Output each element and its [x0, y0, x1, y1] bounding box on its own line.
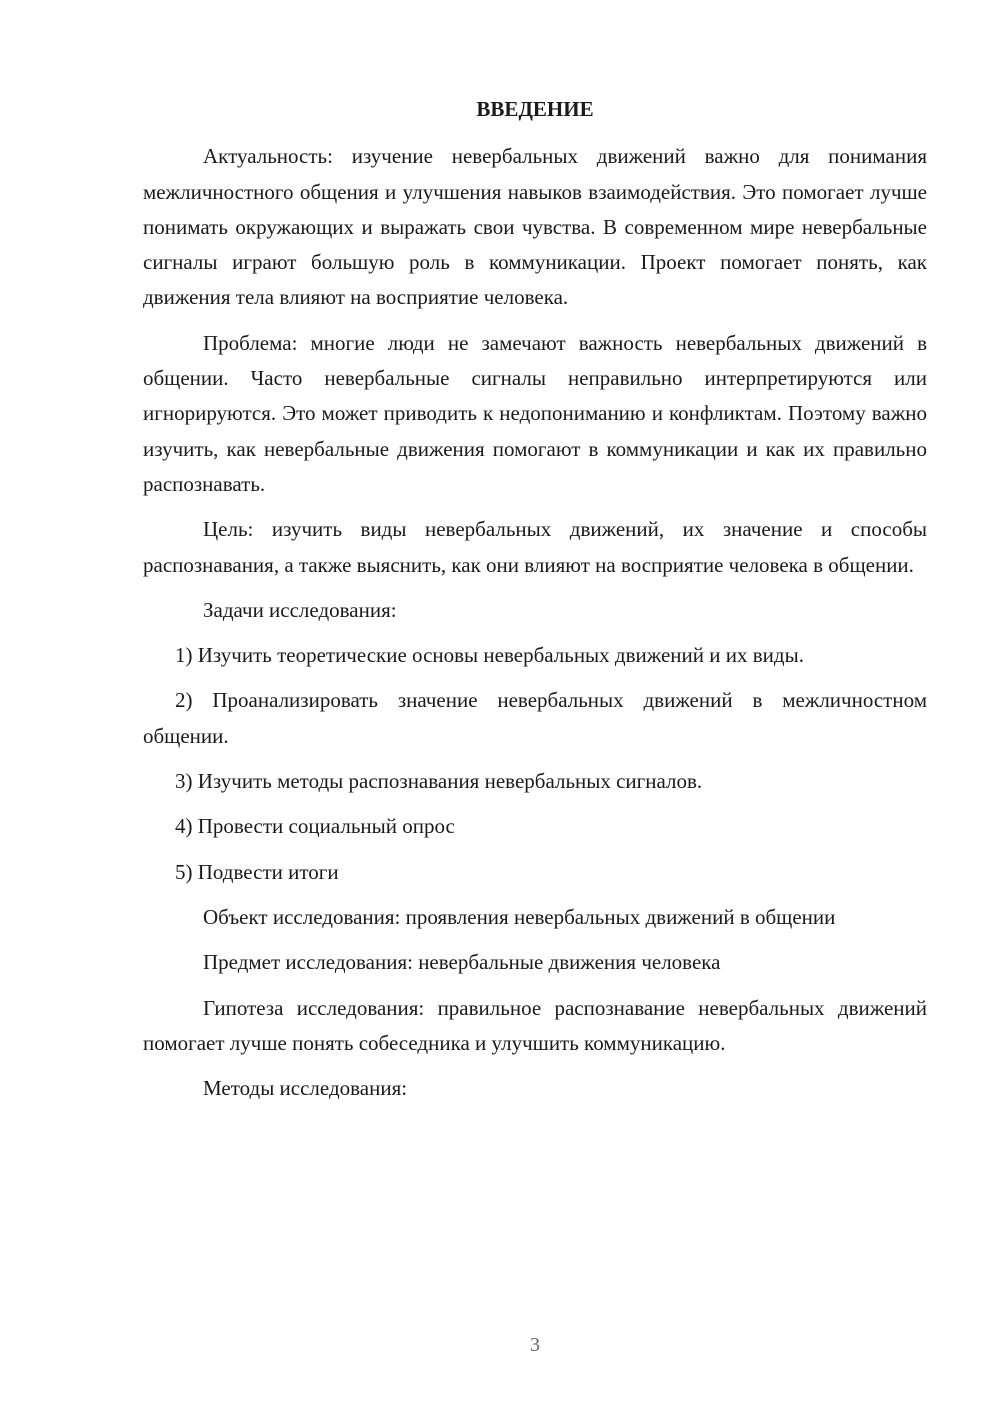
relevance-paragraph: Актуальность: изучение невербальных движений важно для понимания межличностного общения и улучшения навыков взаимодействия. Это помогает лучше понимать окружающих и выражать свои чувства. В современном мире невербальные сигналы играют большую роль в коммуникации. Проект помогает понять, как движения тела влияют на восприятие человека. [143, 144, 927, 310]
page-content [143, 92, 927, 1116]
object-paragraph: Объект исследования: проявления невербальных движений в общении [203, 904, 836, 929]
page-title: ВВЕДЕНИЕ [476, 97, 594, 121]
hypothesis-paragraph: Гипотеза исследования: правильное распознавание невербальных движений помогает лучше понять собеседника и улучшить коммуникацию. [143, 995, 927, 1055]
task-item-5: 5) Подвести итоги [175, 859, 339, 884]
problem-paragraph: Проблема: многие люди не замечают важность невербальных движений в общении. Часто невербальные сигналы неправильно интерпретируются или игнорируются. Это может приводить к недопониманию и конфликтам. Поэтому важно изучить, как невербальные движения помогают в коммуникации и как их правильно распознавать. [143, 330, 927, 496]
tasks-heading: Задачи исследования: [203, 597, 397, 622]
methods-heading: Методы исследования: [203, 1076, 408, 1101]
task-item-1: 1) Изучить теоретические основы невербальных движений и их виды. [175, 643, 804, 668]
task-item-4: 4) Провести социальный опрос [175, 814, 455, 839]
task-item-2: 2) Проанализировать значение невербальных движений в межличностном общении. [143, 688, 927, 748]
page-number: 3 [530, 1334, 540, 1356]
goal-paragraph: Цель: изучить виды невербальных движений, их значение и способы распознавания, а также выяснить, как они влияют на восприятие человека в общении. [143, 517, 927, 577]
task-item-3: 3) Изучить методы распознавания невербальных сигналов. [175, 769, 703, 794]
subject-paragraph: Предмет исследования: невербальные движения человека [203, 950, 721, 975]
